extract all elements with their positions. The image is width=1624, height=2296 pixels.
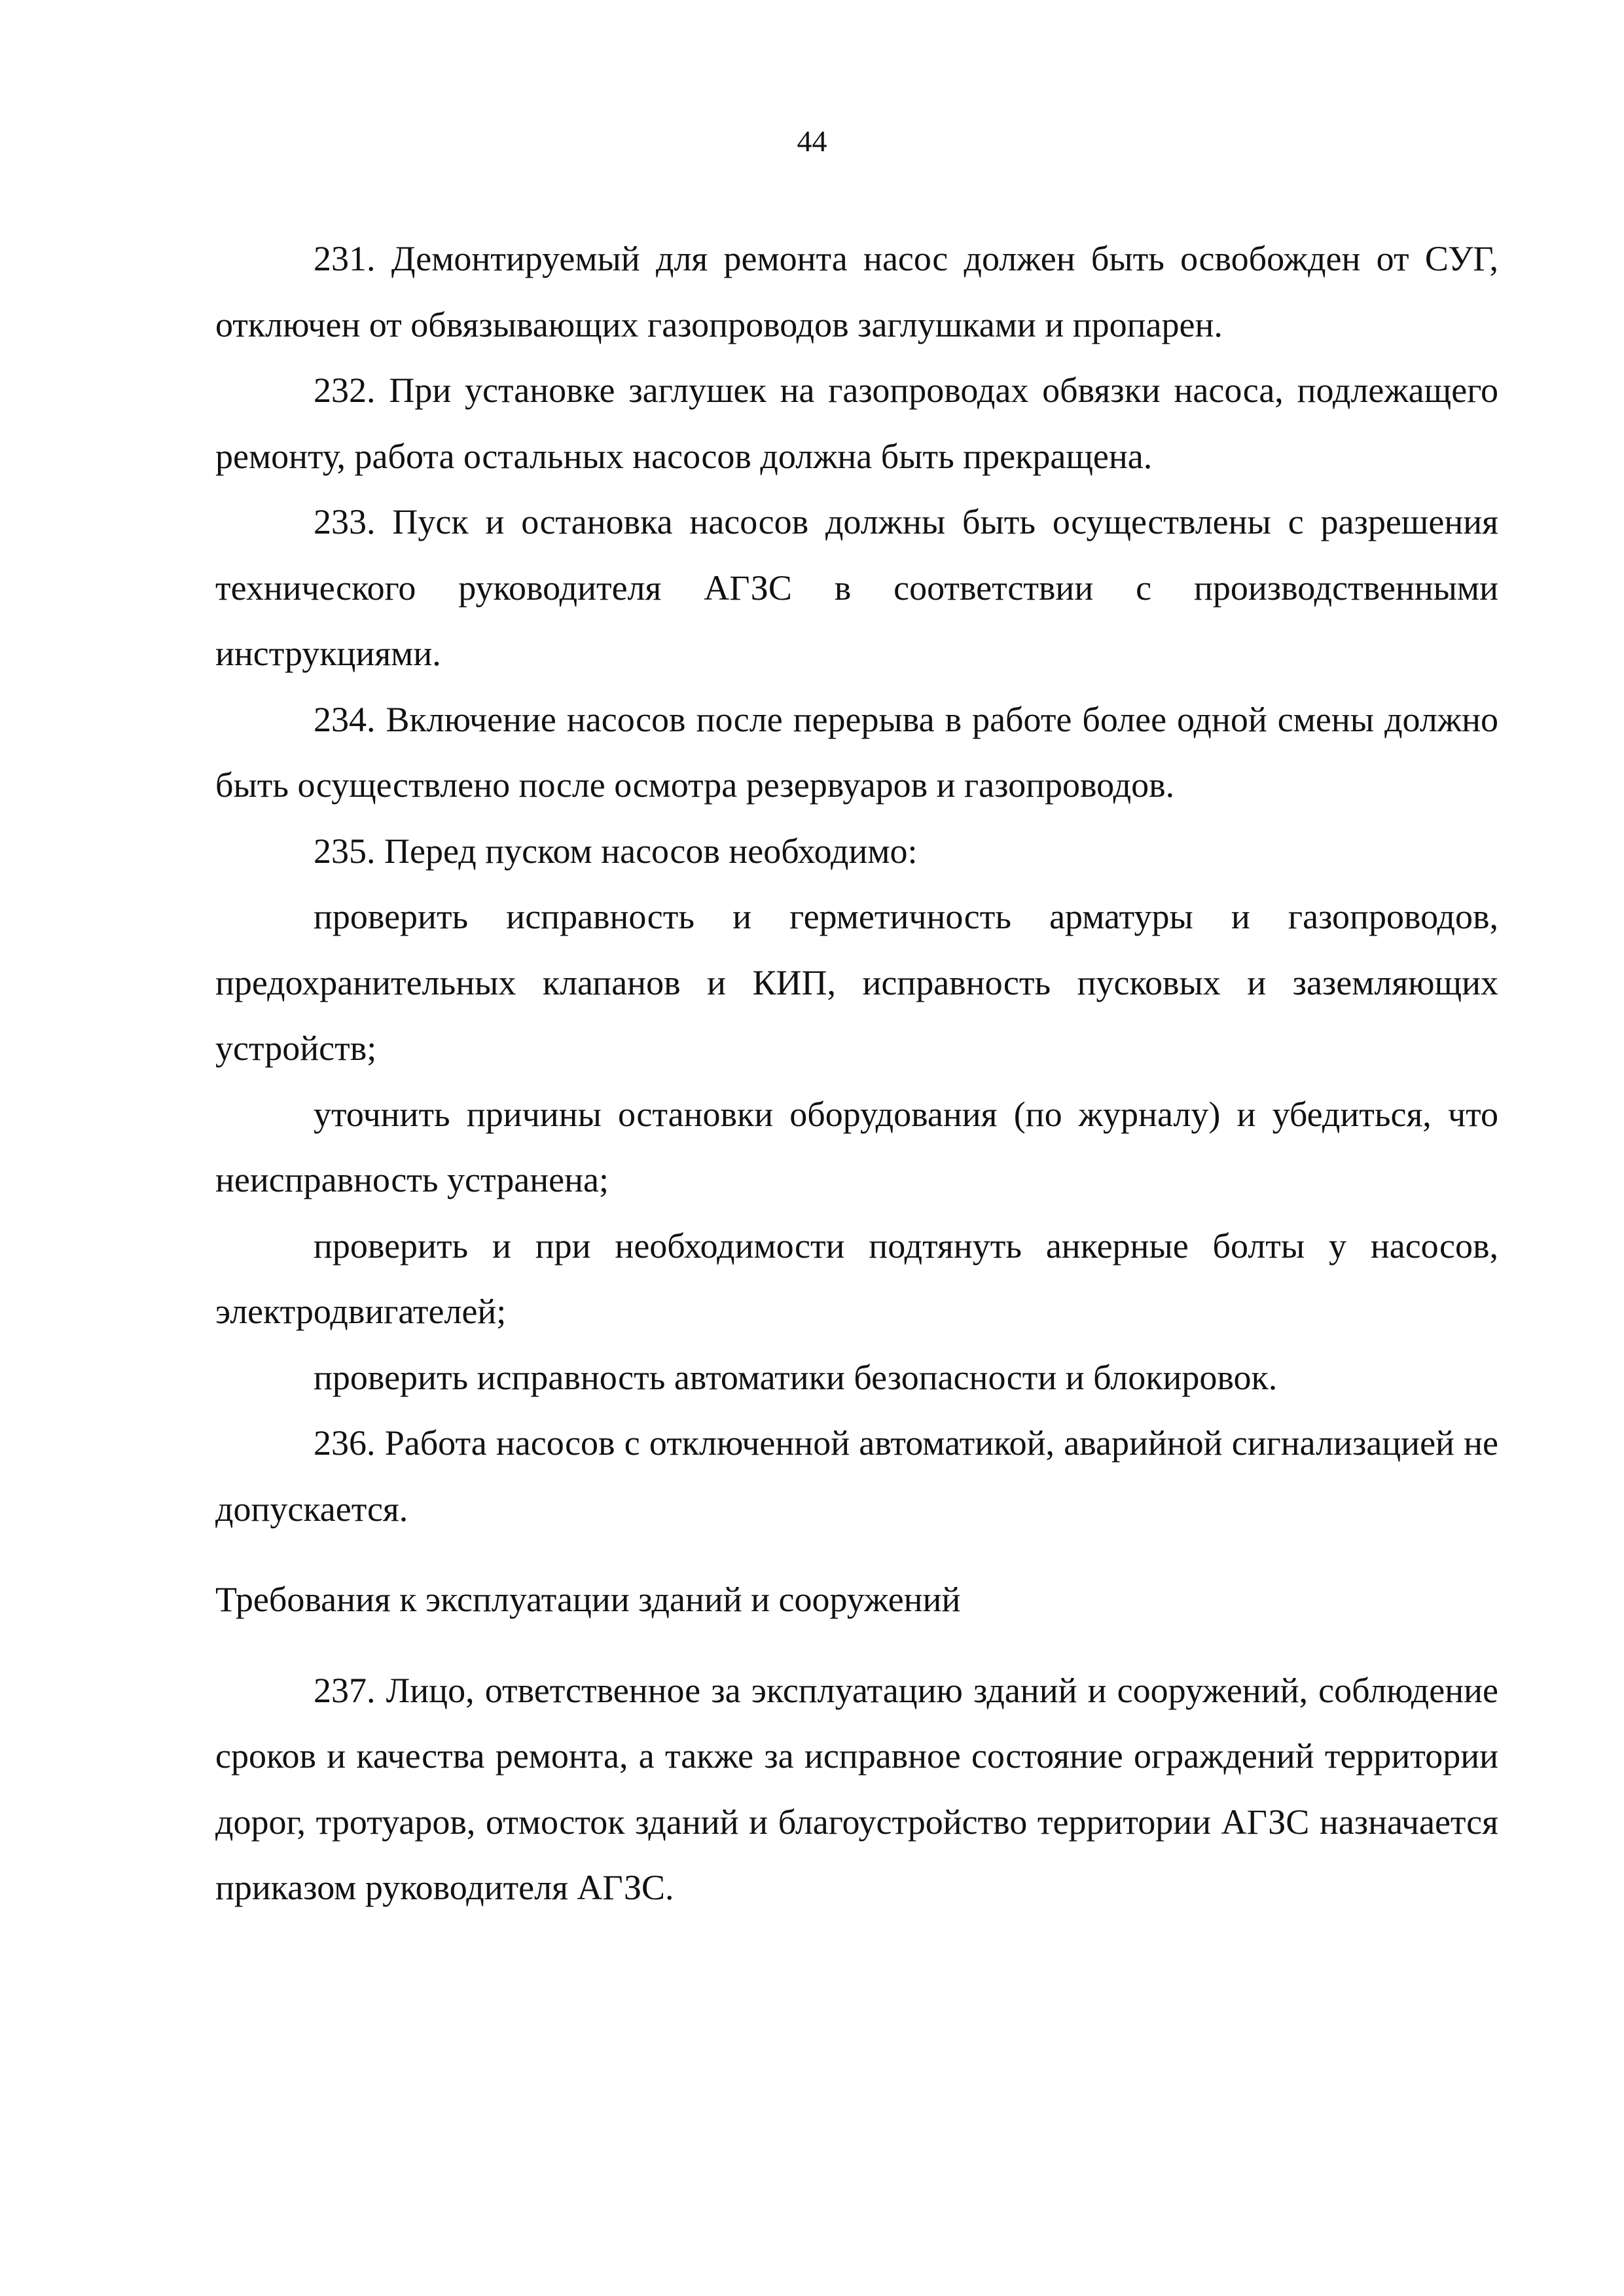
clause-235-item-b: уточнить причины остановки оборудования (по журналу) и убедиться, что неисправность устранена;	[215, 1094, 1498, 1199]
clause-233: 233. Пуск и остановка насосов должны быть осуществлены с разрешения технического руководителя АГЗС в соответствии с производственными инструкциями.	[215, 502, 1498, 673]
clause-237: 237. Лицо, ответственное за эксплуатацию зданий и сооружений, соблюдение сроков и качества ремонта, а также за исправное состояние ограждений территории дорог, тротуаров, отмосток зданий и благоустройство территории АГЗС назначается приказом руководителя АГЗС.	[215, 1670, 1498, 1907]
document-body	[215, 226, 1498, 1921]
clause-232: 232. При установке заглушек на газопроводах обвязки насоса, подлежащего ремонту, работа остальных насосов должна быть прекращена.	[215, 371, 1498, 476]
clause-234: 234. Включение насосов после перерыва в работе более одной смены должно быть осуществлено после осмотра резервуаров и газопроводов.	[215, 699, 1498, 805]
clause-235-item-a: проверить исправность и герметичность арматуры и газопроводов, предохранительных клапанов и КИП, исправность пусковых и заземляющих устройств;	[215, 897, 1498, 1068]
clause-235-item-c: проверить и при необходимости подтянуть анкерные болты у насосов, электродвигателей;	[215, 1226, 1498, 1331]
clause-235-item-d: проверить исправность автоматики безопасности и блокировок.	[314, 1357, 1278, 1397]
clause-231: 231. Демонтируемый для ремонта насос должен быть освобожден от СУГ, отключен от обвязывающих газопроводов заглушками и пропарен.	[215, 239, 1498, 344]
clause-235: 235. Перед пуском насосов необходимо:	[314, 831, 918, 871]
page-number: 44	[797, 124, 827, 158]
clause-236: 236. Работа насосов с отключенной автоматикой, аварийной сигнализацией не допускается.	[215, 1423, 1498, 1529]
section-heading: Требования к эксплуатации зданий и сооружений	[215, 1580, 961, 1619]
